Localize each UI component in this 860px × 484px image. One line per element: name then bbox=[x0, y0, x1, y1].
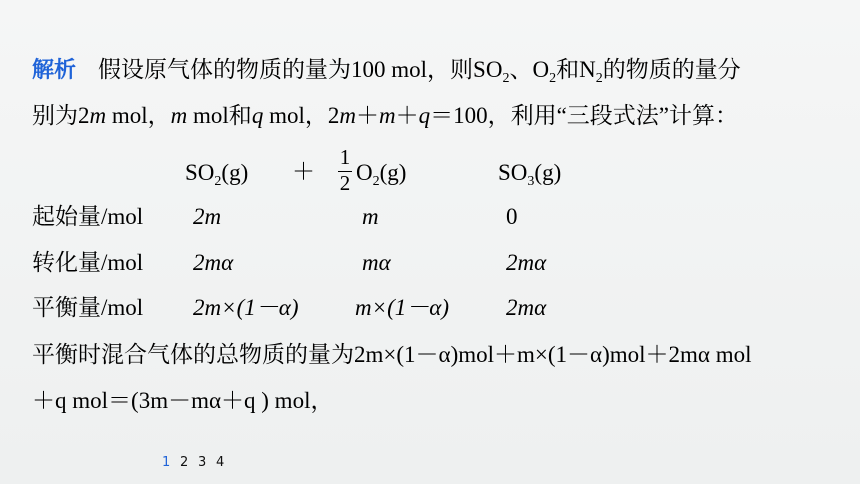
page-link-1[interactable]: 1 bbox=[162, 455, 171, 470]
text: 别为2 bbox=[32, 103, 90, 128]
text: ＝100，利用“三段式法”计算： bbox=[430, 103, 739, 128]
text: 假设原气体的物质的量为100 mol，则SO bbox=[98, 57, 503, 82]
cell-change-so2: 2mα bbox=[193, 250, 234, 275]
cell-equilibrium-so3: 2mα bbox=[506, 295, 547, 320]
row-label-equilibrium: 平衡量/mol bbox=[32, 295, 144, 320]
equation-product-so3: $SO_3(g)$ bbox=[498, 160, 562, 189]
analysis-label: 解析 bbox=[32, 58, 77, 83]
cell-equilibrium-o2: m×(1－α) bbox=[355, 295, 450, 320]
cell-initial-o2: m bbox=[362, 204, 379, 229]
analysis-line-1 bbox=[32, 55, 741, 94]
analysis-line-2 bbox=[32, 101, 738, 131]
text: ＋ bbox=[355, 103, 379, 128]
cell-equilibrium-so2: 2m×(1－α) bbox=[193, 295, 299, 320]
text: mol，2 bbox=[263, 103, 340, 128]
cell-initial-so2: 2m bbox=[193, 204, 222, 229]
text: 的物质的量分 bbox=[602, 57, 741, 82]
page-link-4[interactable]: 4 bbox=[216, 455, 225, 470]
cell-initial-so3: 0 bbox=[506, 204, 518, 229]
equation-plus: ＋ bbox=[292, 159, 315, 184]
page-link-2[interactable]: 2 bbox=[180, 455, 189, 470]
fraction-denominator: 2 bbox=[339, 171, 351, 195]
fraction-numerator: 1 bbox=[339, 145, 351, 169]
var-m: m bbox=[89, 103, 107, 128]
page-navigation bbox=[162, 455, 234, 470]
subscript: 2 bbox=[502, 71, 510, 86]
text: 、O bbox=[509, 57, 550, 82]
var-q: q bbox=[251, 103, 264, 128]
subscript: 2 bbox=[549, 71, 557, 86]
row-label-change: 转化量/mol bbox=[32, 250, 144, 275]
row-label-initial: 起始量/mol bbox=[32, 204, 144, 229]
var-q: q bbox=[418, 103, 431, 128]
cell-change-o2: mα bbox=[362, 250, 391, 275]
conclusion-line-2: ＋q mol＝(3m－mα＋q ) mol， bbox=[32, 388, 334, 413]
subscript: 2 bbox=[595, 71, 603, 86]
var-m: m bbox=[378, 103, 396, 128]
text: ＋ bbox=[395, 103, 419, 128]
equation-reactant-so2: $SO_2(g)$ bbox=[185, 160, 249, 189]
var-m: m bbox=[339, 103, 356, 128]
cell-change-so3: 2mα bbox=[506, 250, 547, 275]
text: mol和 bbox=[187, 103, 252, 128]
text: mol， bbox=[106, 103, 171, 128]
page-link-3[interactable]: 3 bbox=[198, 455, 207, 470]
conclusion-line-1: 平衡时混合气体的总物质的量为2m×(1－α)mol＋m×(1－α)mol＋2mα mol bbox=[32, 342, 752, 367]
equation-reactant-o2: $O_2(g)$ bbox=[356, 160, 407, 189]
text: 和N bbox=[556, 57, 596, 82]
var-m: m bbox=[170, 103, 188, 128]
